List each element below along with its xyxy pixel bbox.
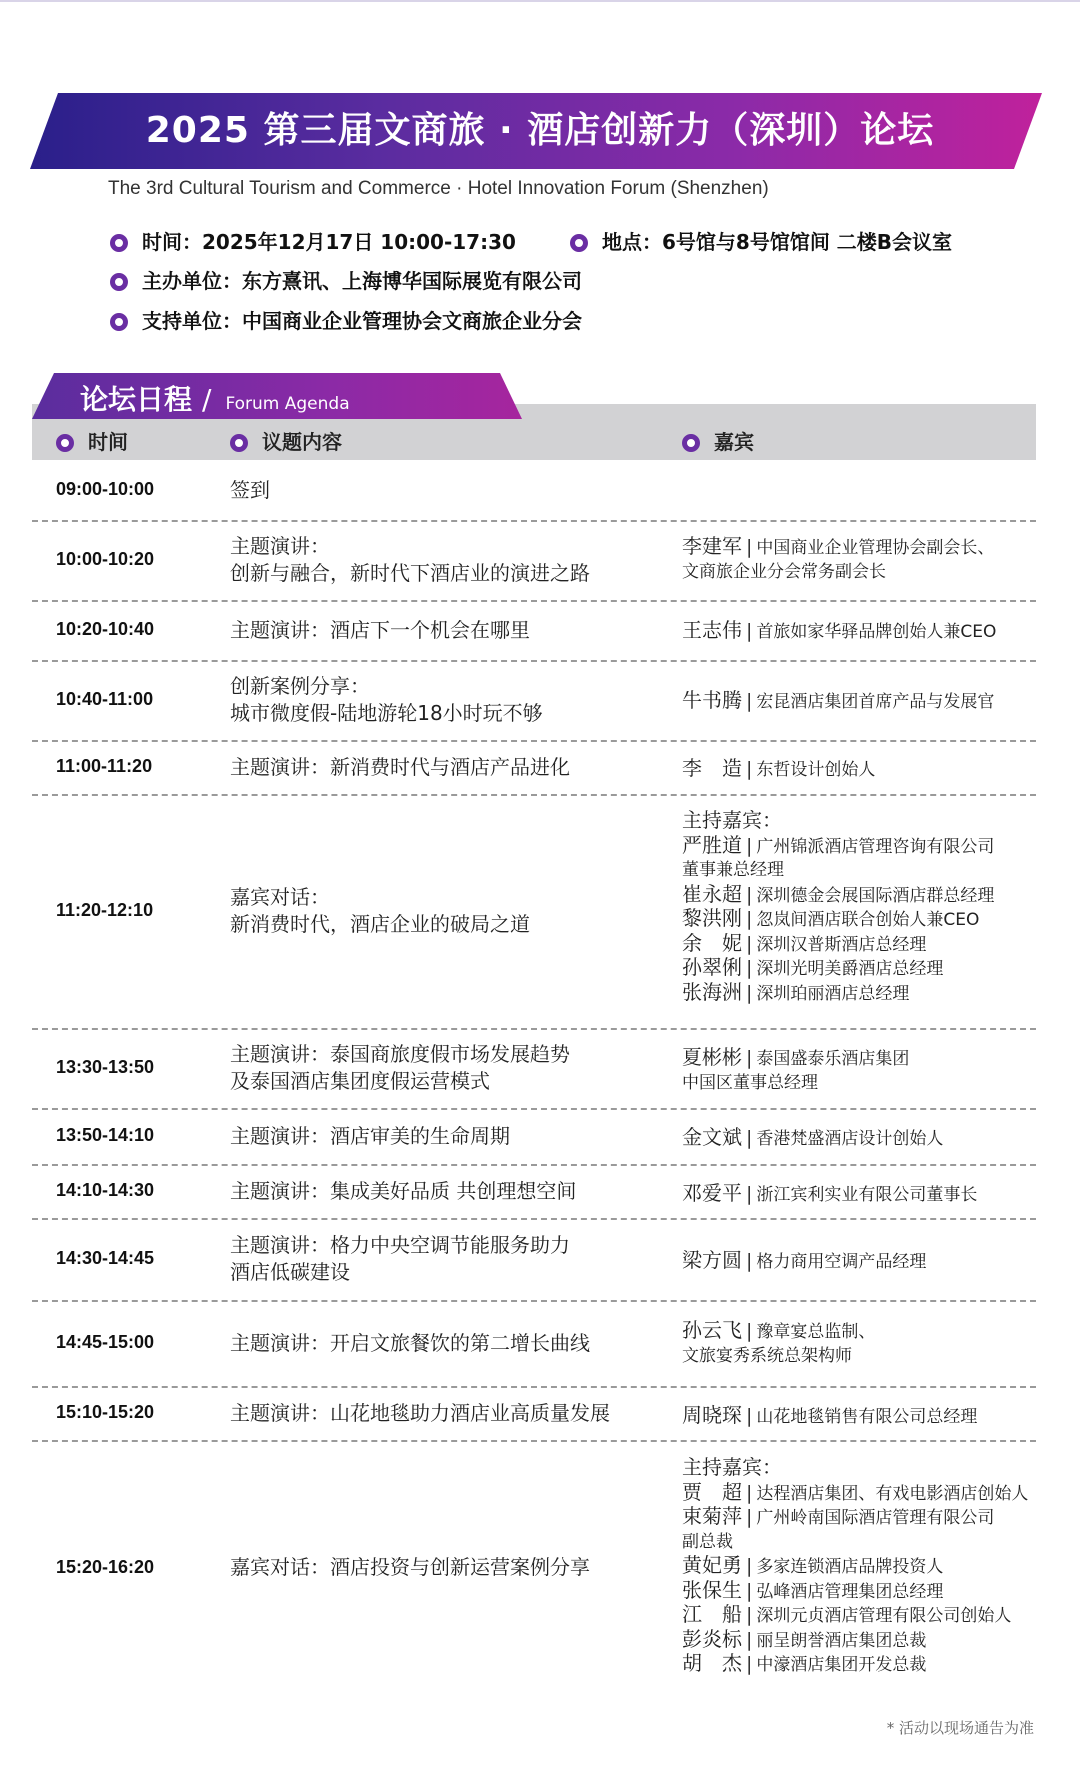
- guest-divider: |: [746, 1481, 753, 1504]
- guest-role: 浙江宾利实业有限公司董事长: [756, 1185, 978, 1205]
- row-topic: [230, 754, 570, 781]
- row-guests: [682, 688, 994, 713]
- row-time: 14:30-14:45: [56, 1248, 155, 1268]
- row-guests: [682, 534, 994, 583]
- guest-role: 格力商用空调产品经理: [756, 1252, 927, 1272]
- guest-name: 张海洲: [682, 979, 742, 1004]
- guest-line: [682, 1403, 977, 1428]
- guest-line: [682, 1553, 1028, 1578]
- guest-divider: |: [746, 1183, 753, 1205]
- guest-name: 夏彬彬: [682, 1045, 742, 1069]
- guest-line: [682, 1125, 943, 1150]
- guest-heading: 主持嘉宾：: [682, 808, 782, 832]
- guest-line: [682, 955, 994, 980]
- guest-line: [682, 559, 994, 584]
- page-subtitle: The 3rd Cultural Tourism and Commerce · Hotel Innovation Forum (Shenzhen): [108, 178, 769, 199]
- row-topic-line: 酒店低碳建设: [230, 1260, 350, 1284]
- column-header-guest-label: 嘉宾: [714, 430, 754, 454]
- row-guests: [682, 1455, 1028, 1676]
- guest-divider: |: [746, 932, 753, 955]
- guest-divider: |: [746, 883, 753, 906]
- row-guests: [682, 1248, 926, 1273]
- column-header-guest: [682, 426, 754, 455]
- guest-role: 深圳光明美爵酒店总经理: [756, 959, 944, 979]
- row-time: 13:30-13:50: [56, 1057, 155, 1077]
- row-time: 11:00-11:20: [56, 756, 153, 776]
- guest-role: 董事兼总经理: [682, 860, 784, 880]
- row-topic-line: 及泰国酒店集团度假运营模式: [230, 1069, 490, 1093]
- agenda-title-slash: /: [202, 383, 212, 416]
- guest-role: 中濠酒店集团开发总裁: [756, 1655, 927, 1675]
- row-separator: [32, 1440, 1036, 1442]
- guest-line: [682, 833, 994, 858]
- row-time: 11:20-12:10: [56, 900, 154, 920]
- page-title: 2025 第三届文商旅 · 酒店创新力（深圳）论坛: [145, 110, 935, 151]
- row-topic: [230, 617, 530, 644]
- guest-line: [682, 1578, 1028, 1603]
- guest-role: 中国区董事总经理: [682, 1072, 818, 1093]
- agenda-title-cn: 论坛日程: [80, 383, 193, 416]
- row-topic-line: 主题演讲：开启文旅餐饮的第二增长曲线: [230, 1330, 590, 1355]
- row-separator: [32, 600, 1036, 602]
- guest-divider: |: [746, 1628, 753, 1651]
- guest-divider: |: [746, 1653, 753, 1675]
- row-time: 14:10-14:30: [56, 1180, 155, 1200]
- guest-line: [682, 1181, 977, 1206]
- row-time: 14:45-15:00: [56, 1332, 155, 1352]
- row-separator: [32, 520, 1036, 522]
- guest-divider: |: [746, 1555, 753, 1577]
- guest-role: 豫章宴总监制、: [756, 1322, 876, 1342]
- guest-name: 金文斌: [682, 1125, 742, 1149]
- guest-divider: |: [746, 1320, 753, 1342]
- guest-divider: |: [746, 1127, 753, 1149]
- guest-line: [682, 688, 994, 713]
- guest-line: [682, 618, 996, 643]
- row-topic: [230, 1041, 570, 1095]
- row-topic: [230, 533, 590, 587]
- agenda-title-en: Forum Agenda: [225, 394, 350, 414]
- guest-role: 弘峰酒店管理集团总经理: [756, 1581, 944, 1602]
- guest-line: [682, 1248, 926, 1273]
- row-topic: [230, 1400, 610, 1427]
- row-guests: [682, 1125, 943, 1150]
- top-rule: [0, 0, 1080, 2]
- guest-role: 中国商业企业管理协会副会长、: [756, 538, 995, 558]
- row-topic: [230, 1232, 570, 1286]
- column-header-time-label: 时间: [88, 430, 128, 454]
- row-topic-line: 主题演讲：山花地毯助力酒店业高质量发展: [230, 1400, 610, 1425]
- guest-name: 崔永超: [682, 881, 742, 906]
- guest-line: [682, 906, 994, 931]
- info-supporter-text: 支持单位：中国商业企业管理协会文商旅企业分会: [142, 309, 582, 333]
- guest-divider: |: [746, 1250, 753, 1272]
- guest-line: [682, 1627, 1028, 1652]
- guest-line: [682, 756, 875, 781]
- guest-name: 束菊萍: [682, 1504, 742, 1528]
- guest-role: 广州锦派酒店管理咨询有限公司: [756, 836, 995, 857]
- row-time: 13:50-14:10: [56, 1125, 155, 1145]
- guest-line: [682, 1651, 1028, 1676]
- info-organizer-text: 主办单位：东方熹讯、上海博华国际展览有限公司: [142, 269, 582, 293]
- row-guests: [682, 1318, 875, 1367]
- guest-line: [682, 1045, 909, 1070]
- row-topic-line: 嘉宾对话：: [230, 885, 330, 909]
- guest-line: [682, 534, 994, 559]
- guest-divider: |: [746, 981, 753, 1004]
- guest-role: 文商旅企业分会常务副会长: [682, 561, 886, 582]
- row-guests: [682, 618, 996, 643]
- guest-role: 首旅如家华驿品牌创始人兼CEO: [756, 622, 997, 642]
- guest-role: 宏昆酒店集团首席产品与发展官: [756, 692, 995, 712]
- row-time: 09:00-10:00: [56, 479, 155, 499]
- guest-role: 东哲设计创始人: [756, 760, 876, 780]
- bullet-icon: [110, 273, 128, 291]
- bullet-icon: [110, 234, 128, 252]
- guest-role: 香港梵盛酒店设计创始人: [756, 1129, 944, 1149]
- guest-divider: |: [746, 1506, 753, 1528]
- guest-divider: |: [746, 1405, 753, 1427]
- row-guests: [682, 808, 994, 1004]
- guest-name: 梁方圆: [682, 1248, 742, 1272]
- row-topic-line: 创新案例分享：: [230, 674, 370, 698]
- guest-line: [682, 1529, 1028, 1554]
- guest-name: 江 船: [682, 1602, 742, 1626]
- guest-role: 深圳汉普斯酒店总经理: [756, 934, 927, 955]
- guest-name: 孙云飞: [682, 1318, 742, 1342]
- row-topic: [230, 1330, 590, 1357]
- column-header-topic-label: 议题内容: [262, 430, 342, 454]
- guest-line: [682, 1343, 875, 1368]
- guest-role: 多家连锁酒店品牌投资人: [756, 1557, 944, 1577]
- guest-line: [682, 1455, 1028, 1480]
- guest-role: 广州岭南国际酒店管理有限公司: [756, 1508, 995, 1528]
- info-supporter: [110, 305, 582, 334]
- column-header-topic: [230, 426, 342, 455]
- row-separator: [32, 1218, 1036, 1220]
- guest-divider: |: [746, 957, 753, 979]
- guest-name: 孙翠俐: [682, 955, 742, 979]
- row-topic-line: 签到: [230, 477, 270, 502]
- row-topic-line: 主题演讲：酒店审美的生命周期: [230, 1123, 510, 1148]
- guest-divider: |: [746, 1579, 753, 1602]
- guest-role: 丽呈朗誉酒店集团总裁: [756, 1630, 927, 1651]
- guest-role: 深圳珀丽酒店总经理: [756, 983, 910, 1004]
- row-topic: [230, 1554, 590, 1581]
- row-separator: [32, 1386, 1036, 1388]
- guest-name: 张保生: [682, 1577, 742, 1602]
- guest-name: 胡 杰: [682, 1651, 742, 1675]
- guest-line: [682, 1602, 1028, 1627]
- guest-role: 文旅宴秀系统总架构师: [682, 1345, 852, 1366]
- guest-divider: |: [746, 834, 753, 857]
- row-separator: [32, 740, 1036, 742]
- guest-line: [682, 1318, 875, 1343]
- guest-line: [682, 931, 994, 956]
- guest-role: 达程酒店集团、有戏电影酒店创始人: [756, 1483, 1029, 1504]
- bullet-icon: [110, 313, 128, 331]
- row-separator: [32, 1028, 1036, 1030]
- guest-divider: |: [746, 908, 753, 930]
- guest-name: 牛书腾: [682, 688, 742, 712]
- guest-role: 深圳元贞酒店管理有限公司创始人: [756, 1606, 1012, 1626]
- guest-line: [682, 980, 994, 1005]
- row-topic-line: 主题演讲：酒店下一个机会在哪里: [230, 617, 530, 642]
- info-organizer: [110, 265, 582, 294]
- row-topic: [230, 1123, 510, 1150]
- guest-name: 李 造: [682, 756, 742, 780]
- bullet-icon: [230, 434, 248, 452]
- row-time: 15:20-16:20: [56, 1556, 155, 1577]
- guest-heading: 主持嘉宾：: [682, 1455, 782, 1479]
- row-topic-line: 创新与融合，新时代下酒店业的演进之路: [230, 561, 590, 585]
- guest-divider: |: [746, 1604, 753, 1626]
- row-time: 15:10-15:20: [56, 1402, 155, 1422]
- guest-name: 彭炎标: [682, 1626, 742, 1651]
- guest-divider: |: [746, 620, 753, 642]
- row-topic-line: 新消费时代，酒店企业的破局之道: [230, 912, 530, 936]
- guest-name: 王志伟: [682, 618, 742, 642]
- guest-role: 副总裁: [682, 1531, 733, 1552]
- guest-name: 黎洪刚: [682, 906, 742, 930]
- row-topic: [230, 1178, 576, 1205]
- row-topic: [230, 673, 543, 727]
- guest-name: 周晓琛: [682, 1403, 742, 1427]
- agenda-title: [80, 378, 350, 418]
- guest-line: [682, 1504, 1028, 1529]
- row-topic: [230, 477, 270, 504]
- bullet-icon: [570, 234, 588, 252]
- guest-divider: |: [746, 1047, 753, 1069]
- row-separator: [32, 1164, 1036, 1166]
- row-topic-line: 主题演讲：集成美好品质 共创理想空间: [230, 1178, 577, 1203]
- bullet-icon: [56, 434, 74, 452]
- row-separator: [32, 794, 1036, 796]
- guest-line: [682, 1480, 1028, 1505]
- guest-line: [682, 882, 994, 907]
- row-topic-line: 嘉宾对话：酒店投资与创新运营案例分享: [230, 1555, 590, 1579]
- row-topic-line: 主题演讲：: [230, 534, 330, 558]
- row-topic-line: 主题演讲：新消费时代与酒店产品进化: [230, 754, 570, 779]
- row-time: 10:00-10:20: [56, 549, 155, 569]
- guest-name: 李建军: [682, 534, 742, 558]
- guest-divider: |: [746, 536, 753, 558]
- row-guests: [682, 1181, 977, 1206]
- column-header-time: [56, 426, 128, 455]
- guest-line: [682, 808, 994, 833]
- guest-role: 忽岚间酒店联合创始人兼CEO: [756, 910, 980, 930]
- row-guests: [682, 1045, 909, 1094]
- guest-name: 邓爱平: [682, 1181, 742, 1205]
- row-topic: [230, 884, 530, 938]
- bullet-icon: [682, 434, 700, 452]
- guest-role: 深圳德金会展国际酒店群总经理: [756, 885, 995, 906]
- row-separator: [32, 660, 1036, 662]
- row-time: 10:20-10:40: [56, 619, 155, 639]
- info-time-text: 时间：2025年12月17日 10:00-17:30: [142, 230, 516, 254]
- row-time: 10:40-11:00: [56, 689, 154, 709]
- row-separator: [32, 1108, 1036, 1110]
- guest-name: 贾 超: [682, 1479, 742, 1504]
- footnote: * 活动以现场通告为准: [886, 1719, 1034, 1737]
- row-guests: [682, 756, 875, 781]
- row-topic-line: 城市微度假-陆地游轮18小时玩不够: [230, 701, 543, 725]
- guest-name: 黄妃勇: [682, 1553, 742, 1577]
- info-location-text: 地点：6号馆与8号馆馆间 二楼B会议室: [602, 230, 953, 254]
- guest-name: 严胜道: [682, 832, 742, 857]
- row-topic-line: 主题演讲：泰国商旅度假市场发展趋势: [230, 1042, 570, 1066]
- info-location: [570, 226, 952, 255]
- info-time: [110, 226, 516, 255]
- guest-line: [682, 1070, 909, 1095]
- row-topic-line: 主题演讲：格力中央空调节能服务助力: [230, 1233, 570, 1257]
- guest-role: 泰国盛泰乐酒店集团: [756, 1049, 910, 1069]
- row-separator: [32, 1300, 1036, 1302]
- guest-divider: |: [746, 690, 753, 712]
- guest-divider: |: [746, 758, 753, 780]
- row-guests: [682, 1403, 977, 1428]
- guest-role: 山花地毯销售有限公司总经理: [756, 1407, 978, 1427]
- guest-name: 余 妮: [682, 930, 742, 955]
- guest-line: [682, 857, 994, 882]
